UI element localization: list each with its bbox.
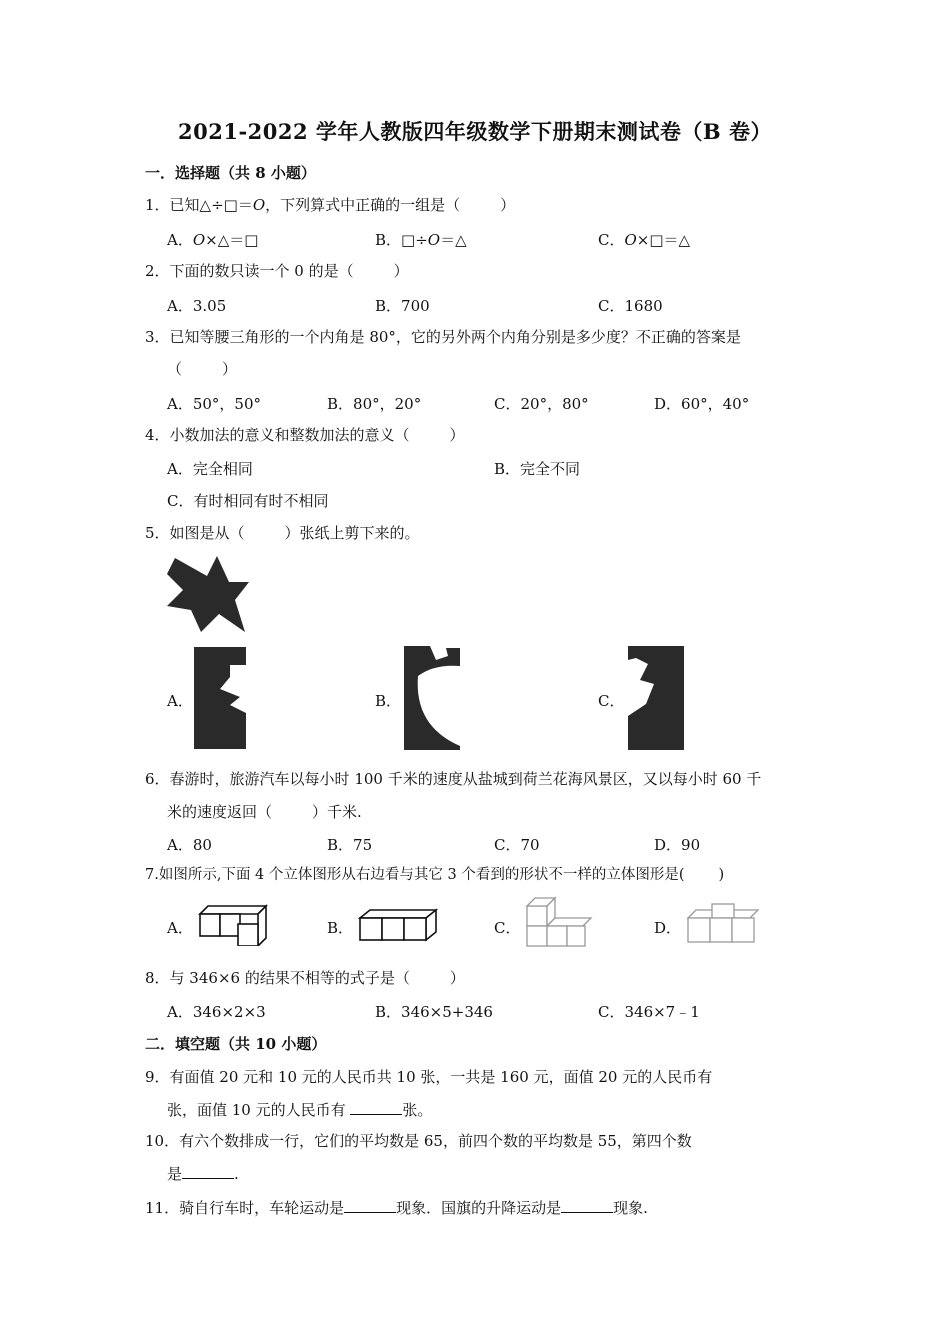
q6-option-b[interactable]: B．75 xyxy=(327,836,373,854)
q1-stem-a: 1．已知△÷□＝ xyxy=(145,196,253,214)
q5-option-a-label[interactable]: A． xyxy=(167,692,193,710)
q3-option-d[interactable]: D．60°，40° xyxy=(654,395,750,413)
q3-close: ） xyxy=(222,360,238,378)
q8-stem: 8．与 346×6 的结果不相等的式子是（ xyxy=(145,969,410,987)
q6-cont-b: ）千米. xyxy=(312,803,362,821)
q8-close: ） xyxy=(449,969,465,987)
q5-stem-a: 5．如图是从（ xyxy=(145,524,245,542)
section-heading-fill: 二．填空题（共 10 小题） xyxy=(145,1035,327,1053)
paper-option-b-figure[interactable] xyxy=(404,646,460,750)
q2-option-b[interactable]: B．700 xyxy=(375,297,430,315)
q3-option-a[interactable]: A．50°，50° xyxy=(167,395,262,413)
question-7-stem xyxy=(145,865,724,885)
q2-close: ） xyxy=(393,262,409,280)
q4-stem: 4．小数加法的意义和整数加法的意义（ xyxy=(145,426,410,444)
q6-option-d[interactable]: D．90 xyxy=(654,836,701,854)
q1-stem-c: ） xyxy=(500,196,516,214)
question-3-stem: 3．已知等腰三角形的一个内角是 80°，它的另外两个内角分别是多少度？不正确的答案是 xyxy=(145,328,741,346)
q10-answer-blank[interactable] xyxy=(182,1163,234,1179)
paper-option-c-figure[interactable] xyxy=(628,646,684,750)
q9-cont-b: 张。 xyxy=(402,1101,433,1119)
q7-option-d-label[interactable]: D． xyxy=(654,919,682,937)
q7-close: ) xyxy=(718,867,725,883)
q7-option-a-label[interactable]: A． xyxy=(167,919,193,937)
q1-c-text: ×□＝△ xyxy=(636,231,691,249)
cube-solid-b-figure[interactable] xyxy=(356,902,438,946)
question-5-stem xyxy=(145,523,420,543)
q9-answer-blank[interactable] xyxy=(350,1099,402,1115)
section-heading-choice: 一．选择题（共 8 小题） xyxy=(145,164,316,182)
q1-c-o: O xyxy=(624,231,637,249)
q4-option-b[interactable]: B．完全不同 xyxy=(494,460,581,478)
q1-o-symbol: O xyxy=(252,196,266,214)
question-11-stem xyxy=(145,1197,648,1218)
cube-solid-d-figure[interactable] xyxy=(684,900,768,950)
question-2-stem xyxy=(145,261,409,281)
question-10-stem: 10．有六个数排成一行，它们的平均数是 65，前四个数的平均数是 55，第四个数 xyxy=(145,1132,692,1150)
q5-stem-b: ）张纸上剪下来的。 xyxy=(284,524,420,542)
q1-a-text: ×△＝□ xyxy=(205,231,259,249)
q6-cont-a: 米的速度返回（ xyxy=(167,803,273,821)
q6-option-a[interactable]: A．80 xyxy=(167,836,212,854)
question-4-stem xyxy=(145,425,465,445)
question-1-stem xyxy=(145,195,515,215)
question-10-cont xyxy=(167,1163,239,1184)
q10-cont-b: . xyxy=(234,1165,239,1183)
question-3-paren xyxy=(167,358,237,379)
q2-option-a[interactable]: A．3.05 xyxy=(167,297,227,315)
q2-stem: 2．下面的数只读一个 0 的是（ xyxy=(145,262,354,280)
q9-cont-a: 张，面值 10 元的人民币有 xyxy=(167,1101,346,1119)
q1-option-a[interactable] xyxy=(167,229,258,250)
cube-solid-a-figure[interactable] xyxy=(196,902,274,946)
q4-option-a[interactable]: A．完全相同 xyxy=(167,460,253,478)
question-8-stem xyxy=(145,968,465,988)
q11-stem-b: 现象．国旗的升降运动是 xyxy=(396,1199,562,1217)
q2-option-c[interactable]: C．1680 xyxy=(598,297,663,315)
q7-option-b-label[interactable]: B． xyxy=(327,919,354,937)
q1-a-label: A． xyxy=(167,231,193,249)
q10-cont-a: 是 xyxy=(167,1165,183,1183)
q4-option-c[interactable]: C．有时相同有时不相同 xyxy=(167,492,329,510)
q8-option-c[interactable]: C．346×7﹣1 xyxy=(598,1003,700,1021)
cube-solid-c-figure[interactable] xyxy=(521,894,593,952)
q1-b-text: ＝△ xyxy=(440,231,467,249)
q5-option-c-label[interactable]: C． xyxy=(598,692,625,710)
paper-option-a-figure[interactable] xyxy=(194,647,248,749)
q11-stem-a: 11．骑自行车时，车轮运动是 xyxy=(145,1199,345,1217)
question-6-stem: 6．春游时，旅游汽车以每小时 100 千米的速度从盐城到荷兰花海风景区，又以每小时 60 千 xyxy=(145,770,762,788)
q1-c-label: C． xyxy=(598,231,625,249)
q1-option-b[interactable] xyxy=(375,229,467,250)
q7-option-c-label[interactable]: C． xyxy=(494,919,521,937)
cutout-shape-figure xyxy=(165,552,249,634)
question-9-stem: 9．有面值 20 元和 10 元的人民币共 10 张，一共是 160 元，面值 20 元的人民币有 xyxy=(145,1068,713,1086)
question-6-cont xyxy=(167,801,362,822)
q8-option-a[interactable]: A．346×2×3 xyxy=(167,1003,266,1021)
q11-stem-c: 现象. xyxy=(613,1199,648,1217)
q3-option-b[interactable]: B．80°，20° xyxy=(327,395,422,413)
question-9-cont xyxy=(167,1099,432,1120)
q11-answer-blank-1[interactable] xyxy=(344,1197,396,1213)
q1-option-c[interactable] xyxy=(598,229,690,250)
q8-option-b[interactable]: B．346×5+346 xyxy=(375,1003,493,1021)
q3-option-c[interactable]: C．20°，80° xyxy=(494,395,589,413)
q1-b-label: B．□÷ xyxy=(375,231,428,249)
q1-stem-b: ，下列算式中正确的一组是（ xyxy=(265,196,461,214)
q6-option-c[interactable]: C．70 xyxy=(494,836,540,854)
q3-open: （ xyxy=(167,360,183,378)
q7-stem: 7.如图所示,下面 4 个立体图形从右边看与其它 3 个看到的形状不一样的立体图形是( xyxy=(145,867,685,883)
q11-answer-blank-2[interactable] xyxy=(561,1197,613,1213)
q1-a-o: O xyxy=(192,231,206,249)
q1-b-o: O xyxy=(427,231,441,249)
q5-option-b-label[interactable]: B． xyxy=(375,692,402,710)
q4-close: ） xyxy=(449,426,465,444)
page-title: 2021-2022 学年人教版四年级数学下册期末测试卷（B 卷） xyxy=(178,119,772,144)
